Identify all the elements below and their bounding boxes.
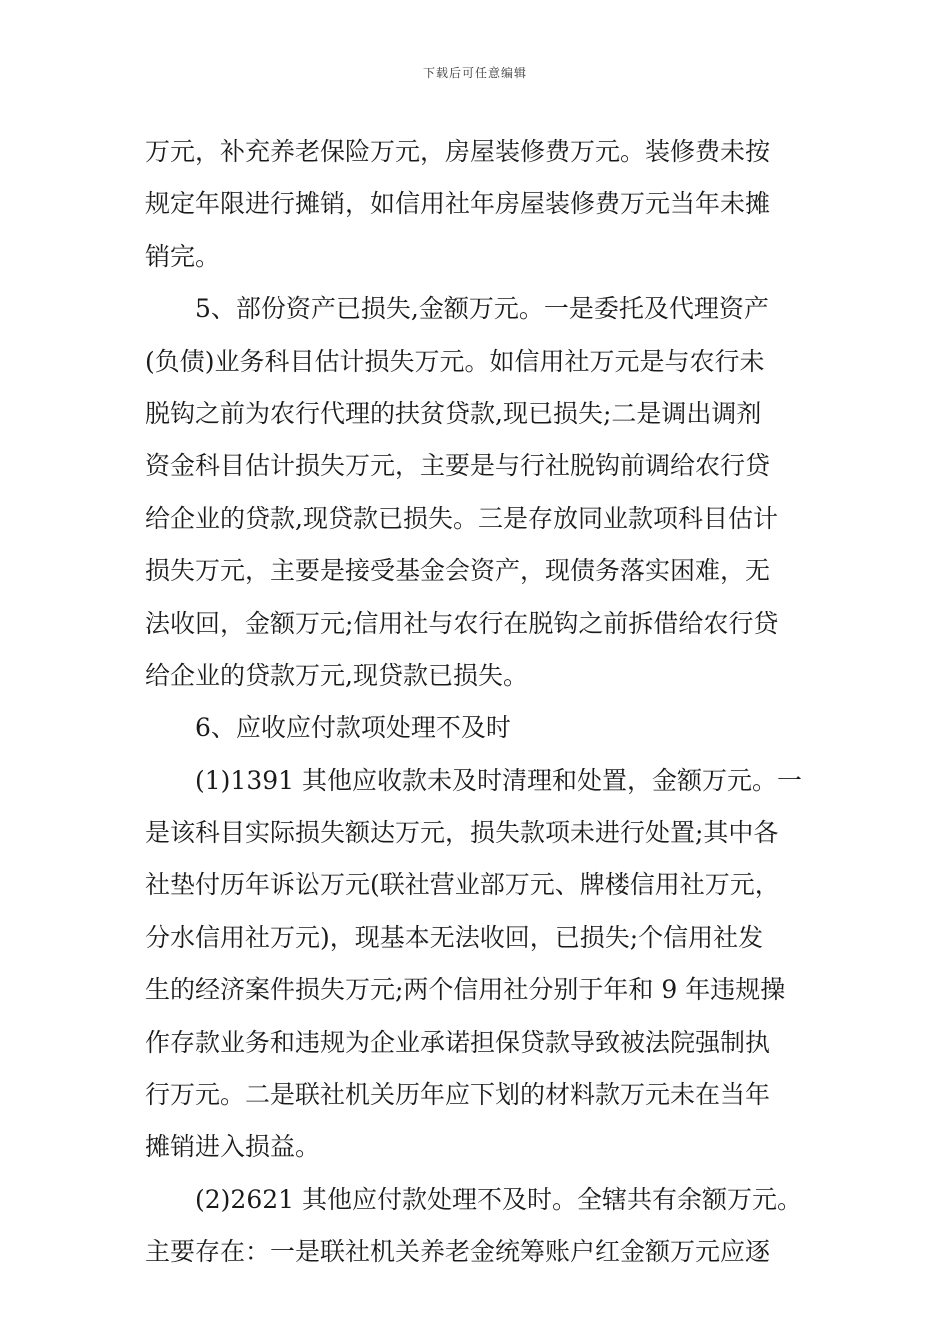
- text-line: 万元，补充养老保险万元，房屋装修费万元。装修费未按: [145, 137, 771, 166]
- text-line: 分水信用社万元)，现基本无法收回，已损失;个信用社发: [145, 922, 764, 952]
- section-6-heading: 6、应收应付款项处理不及时: [195, 713, 511, 743]
- text-line: 损失万元，主要是接受基金会资产，现债务落实困难，无: [145, 556, 771, 586]
- page-header: 下载后可任意编辑: [422, 66, 527, 80]
- text-line: 摊销进入损益。: [145, 1132, 321, 1162]
- text-line: 资金科目估计损失万元，主要是与行社脱钩前调给农行贷: [145, 451, 771, 481]
- text-line: 行万元。二是联社机关历年应下划的材料款万元未在当年: [145, 1080, 771, 1110]
- text-line: 销完。: [145, 241, 221, 271]
- text-line: 规定年限进行摊销，如信用社年房屋装修费万元当年未摊: [145, 189, 771, 219]
- text-line: 是该科目实际损失额达万元，损失款项未进行处置;其中各: [145, 818, 779, 848]
- text-line: 作存款业务和违规为企业承诺担保贷款导致被法院强制执: [145, 1027, 771, 1057]
- text-line: 脱钩之前为农行代理的扶贫贷款,现已损失;二是调出调剂: [145, 398, 762, 428]
- text-line: 主要存在：一是联社机关养老金统筹账户红金额万元应逐: [145, 1237, 771, 1267]
- text-line: 给企业的贷款,现贷款已损失。三是存放同业款项科目估计: [145, 503, 778, 533]
- item-2-heading: (2)2621 其他应付款处理不及时。全辖共有余额万元。: [195, 1184, 802, 1214]
- document-body: [145, 126, 810, 1279]
- text-line: 法收回，金额万元;信用社与农行在脱钩之前拆借给农行贷: [145, 608, 779, 638]
- text-line: 生的经济案件损失万元;两个信用社分别于年和 9 年违规操: [145, 975, 786, 1005]
- paragraph-5-heading: 5、部份资产已损失,金额万元。一是委托及代理资产: [195, 294, 769, 324]
- text-line: 给企业的贷款万元,现贷款已损失。: [145, 660, 528, 690]
- text-line: 社垫付历年诉讼万元(联社营业部万元、牌楼信用社万元，: [145, 870, 780, 900]
- item-1-heading: (1)1391 其他应收款未及时清理和处置，金额万元。一: [195, 765, 802, 795]
- text-line: (负债)业务科目估计损失万元。如信用社万元是与农行未: [145, 346, 765, 376]
